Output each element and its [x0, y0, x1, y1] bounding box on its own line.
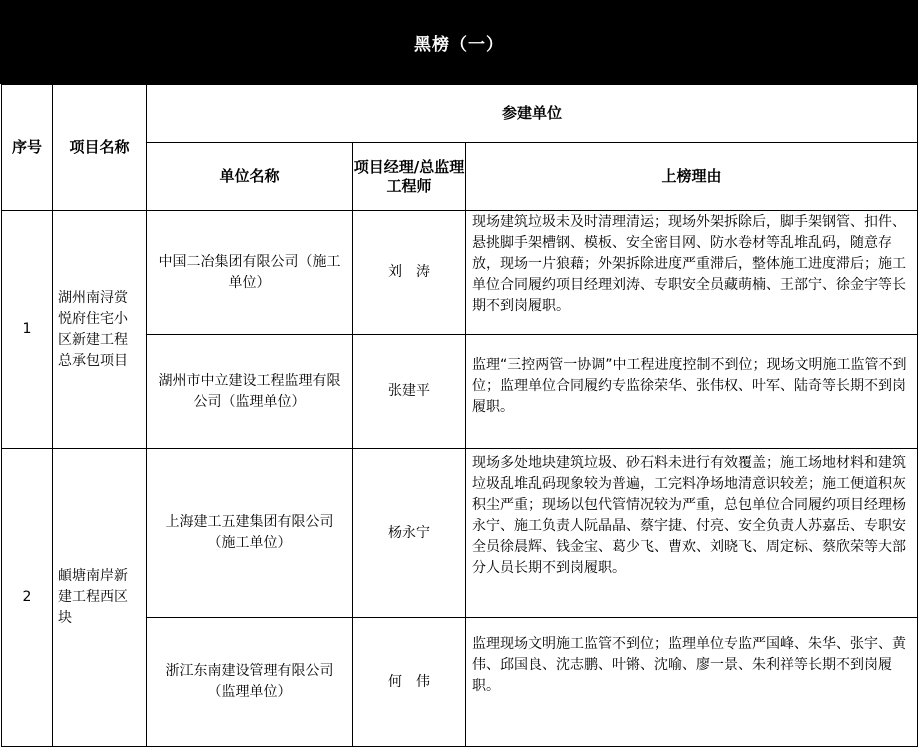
manager-name: 杨永宁	[353, 449, 466, 618]
header-participants: 参建单位	[147, 85, 918, 143]
reason-text: 监理“三控两管一协调”中工程进度控制不到位；现场文明施工监管不到位；监理单位合同履约专监徐荣华、张伟权、叶军、陆奇等长期不到岗履职。	[466, 335, 918, 449]
reason-text: 监理现场文明施工监管不到位；监理单位专监严国峰、朱华、张宇、黄伟、邱国良、沈志鹏、叶锵、沈喻、廖一景、朱利祥等长期不到岗履职。	[466, 618, 918, 747]
project-name: 頔塘南岸新建工程西区块	[53, 449, 147, 747]
unit-name: 浙江东南建设管理有限公司（监理单位）	[147, 618, 353, 747]
row-index: 2	[2, 449, 53, 747]
row-index: 1	[2, 211, 53, 449]
manager-name: 何 伟	[353, 618, 466, 747]
header-reason: 上榜理由	[466, 143, 918, 211]
unit-name: 湖州市中立建设工程监理有限公司（监理单位）	[147, 335, 353, 449]
header-unit-name: 单位名称	[147, 143, 353, 211]
header-project: 项目名称	[53, 85, 147, 211]
project-name: 湖州南浔赏悦府住宅小区新建工程总承包项目	[53, 211, 147, 449]
page-title: 黑榜（一）	[0, 0, 918, 84]
header-index: 序号	[2, 85, 53, 211]
blacklist-table	[1, 84, 918, 747]
unit-name: 中国二冶集团有限公司（施工单位）	[147, 211, 353, 335]
manager-name: 刘 涛	[353, 211, 466, 335]
header-row-top	[2, 85, 918, 143]
header-manager: 项目经理/总监理工程师	[353, 143, 466, 211]
reason-text: 现场多处地块建筑垃圾、砂石料未进行有效覆盖；施工场地材料和建筑垃圾乱堆乱码现象较为普遍，工完料净场地清意识较差；施工便道积灰积尘严重；现场以包代管情况较为严重，总包单位合同履约项目经理杨永宁、施工负责人阮晶晶、蔡宇捷、付亮、安全负责人苏嘉岳、专职安全员徐晨辉、钱金宝、葛少飞、曹欢、刘晓飞、周定标、蔡欣荣等大部分人员长期不到岗履职。	[466, 449, 918, 618]
table-row	[2, 211, 918, 335]
manager-name: 张建平	[353, 335, 466, 449]
unit-name: 上海建工五建集团有限公司（施工单位）	[147, 449, 353, 618]
table-row	[2, 449, 918, 618]
reason-text: 现场建筑垃圾未及时清理清运；现场外架拆除后，脚手架钢管、扣件、悬挑脚手架槽钢、模板、安全密目网、防水卷材等乱堆乱码，随意存放，现场一片狼藉；外架拆除进度严重滞后，整体施工进度滞后；施工单位合同履约项目经理刘涛、专职安全员藏萌楠、王部宁、徐金宇等长期不到岗履职。	[466, 211, 918, 335]
